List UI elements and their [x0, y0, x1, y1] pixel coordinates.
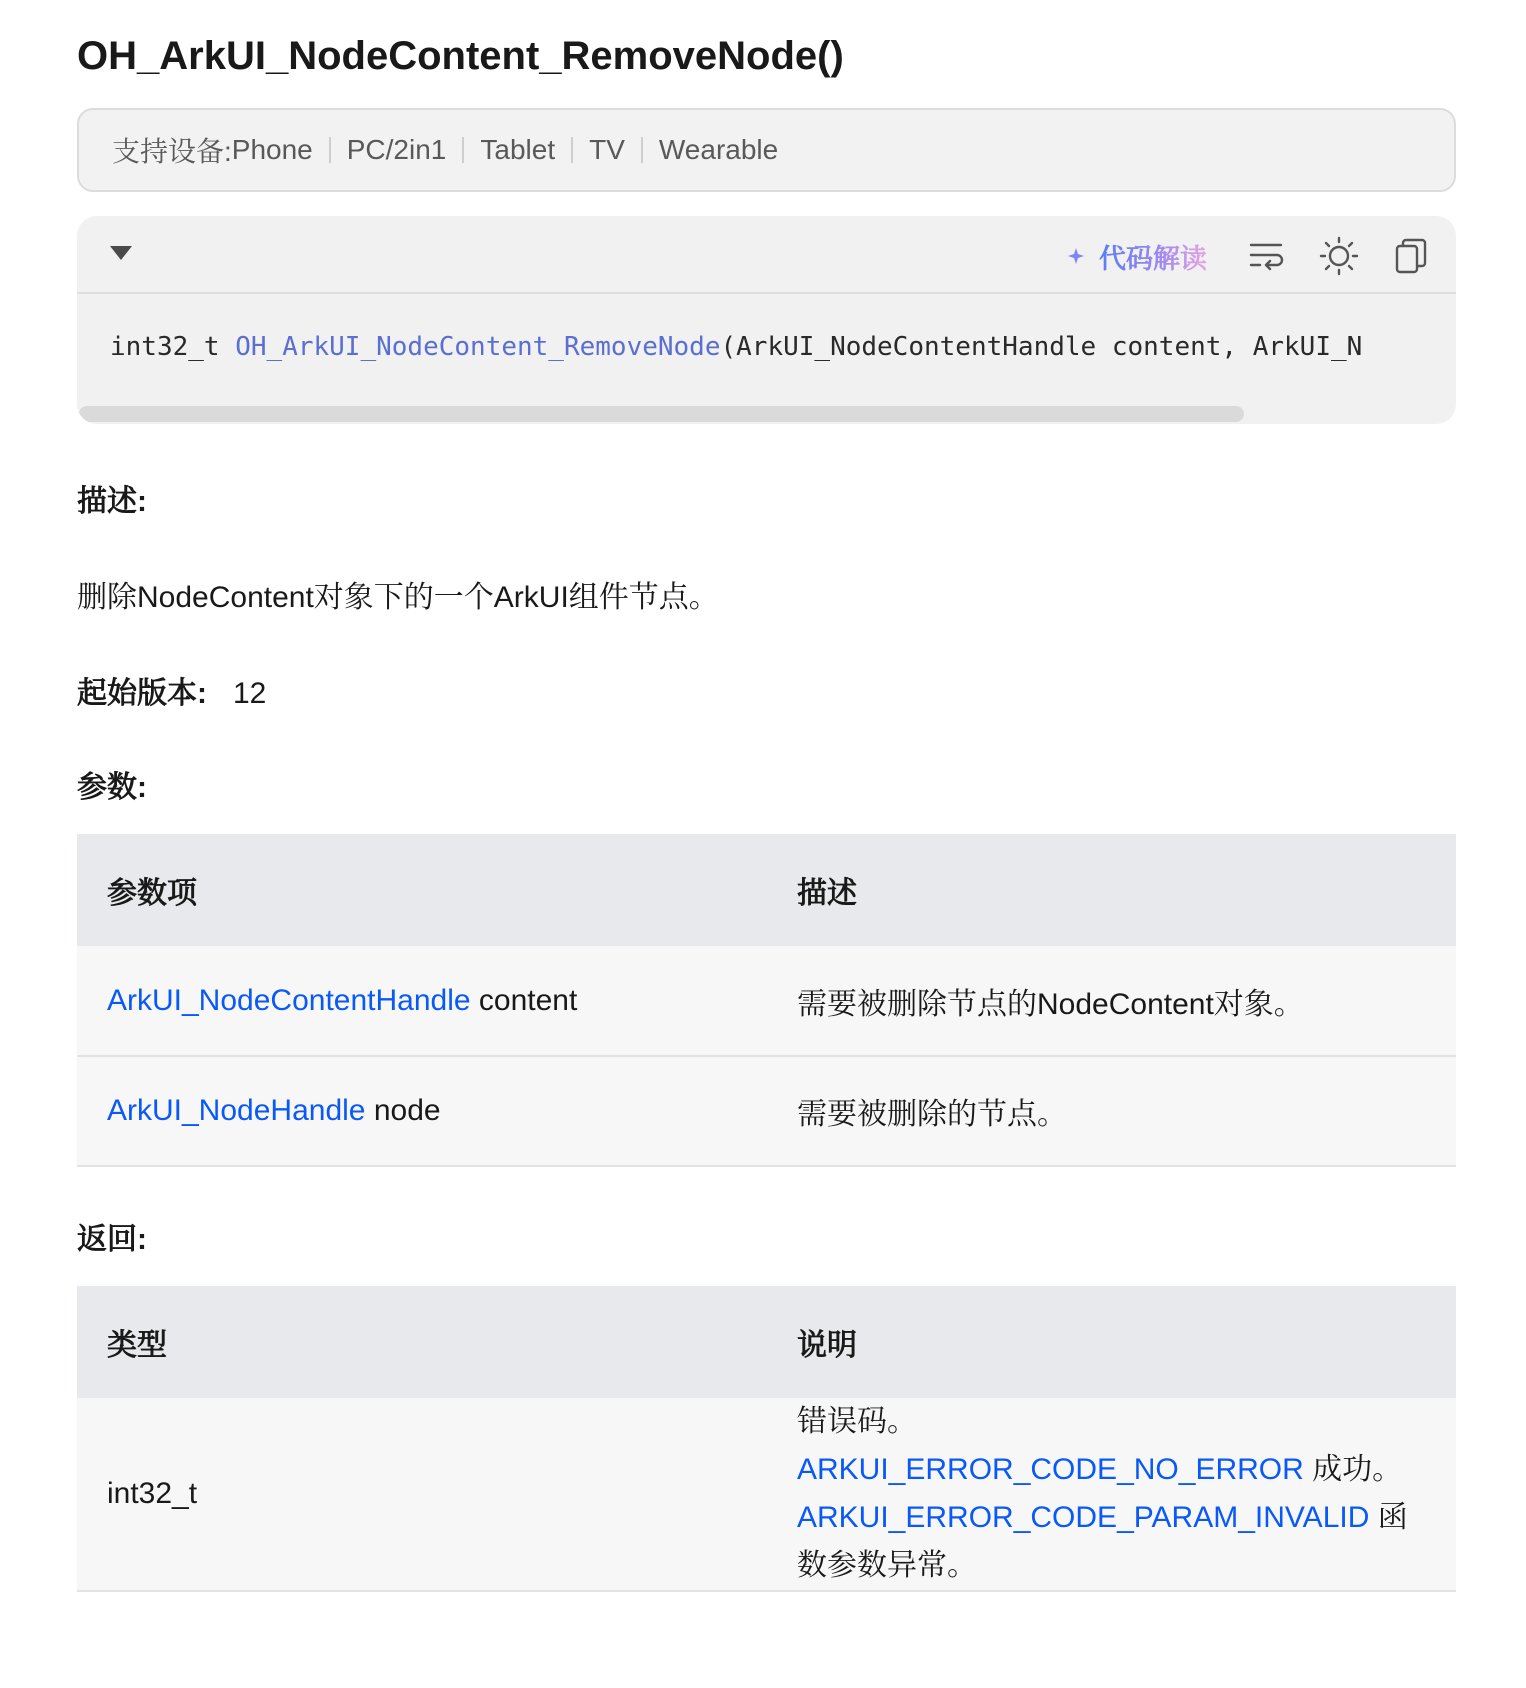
table-row	[77, 946, 1456, 1056]
description-label: 描述:	[77, 485, 147, 518]
page-title: OH_ArkUI_NodeContent_RemoveNode()	[77, 34, 844, 78]
device-tv: TV	[589, 134, 625, 165]
device-tablet: Tablet	[480, 134, 556, 165]
params-header-name: 参数项	[77, 834, 767, 946]
supported-devices-bar	[77, 108, 1456, 192]
return-code-line-3: 数参数异常。	[797, 1549, 977, 1582]
param-type-link[interactable]: ArkUI_NodeContentHandle	[107, 983, 471, 1017]
wrap-lines-icon[interactable]	[1247, 236, 1287, 276]
code-line	[110, 332, 1362, 362]
table-row	[77, 1056, 1456, 1166]
params-header-desc: 描述	[767, 834, 1456, 946]
since-row	[77, 668, 266, 712]
param-cell	[77, 946, 767, 1056]
param-cell	[77, 1056, 767, 1166]
return-code-line-2	[797, 1494, 1426, 1542]
returns-header-desc: 说明	[767, 1286, 1456, 1398]
device-separator	[641, 137, 643, 163]
param-name: node	[365, 1094, 441, 1127]
param-desc: 需要被删除节点的NodeContent对象。	[767, 946, 1456, 1056]
copy-icon[interactable]	[1391, 236, 1431, 276]
device-pc: PC/2in1	[346, 134, 447, 165]
device-phone: Phone	[231, 134, 313, 165]
device-separator	[329, 137, 331, 163]
table-header-row	[77, 1286, 1456, 1398]
code-explain-button[interactable]	[1045, 238, 1207, 274]
params-label: 参数:	[77, 771, 147, 804]
returns-header-type: 类型	[77, 1286, 767, 1398]
code-function-name: OH_ArkUI_NodeContent_RemoveNode	[235, 332, 721, 362]
return-desc-intro: 错误码。	[797, 1405, 917, 1438]
return-type: int32_t	[77, 1398, 767, 1591]
theme-sun-icon[interactable]	[1319, 236, 1359, 276]
return-code-line-1	[797, 1446, 1426, 1494]
error-code-param-invalid-link[interactable]: ARKUI_ERROR_CODE_PARAM_INVALID	[797, 1501, 1370, 1534]
code-return-type: int32_t	[110, 332, 236, 362]
code-toolbar	[77, 216, 1456, 294]
device-wearable: Wearable	[658, 134, 779, 165]
return-desc-cell	[767, 1398, 1456, 1591]
param-type-link[interactable]: ArkUI_NodeHandle	[107, 1094, 366, 1127]
description-text: 删除NodeContent对象下的一个ArkUI组件节点。	[77, 581, 719, 614]
error-code-no-error-desc: 成功。	[1303, 1453, 1403, 1486]
device-separator	[462, 137, 464, 163]
table-header-row	[77, 834, 1456, 946]
devices-prefix: 支持设备:	[112, 136, 232, 167]
horizontal-scrollbar[interactable]	[79, 406, 1244, 422]
error-code-no-error-link[interactable]: ARKUI_ERROR_CODE_NO_ERROR	[797, 1453, 1304, 1486]
ai-sparkle-icon	[1045, 242, 1085, 270]
table-row	[77, 1398, 1456, 1591]
code-args: (ArkUI_NodeContentHandle content, ArkUI_N	[720, 332, 1363, 362]
error-code-param-invalid-desc: 函	[1369, 1501, 1408, 1534]
param-desc: 需要被删除的节点。	[767, 1056, 1456, 1166]
returns-table	[77, 1286, 1456, 1592]
returns-label: 返回:	[77, 1223, 147, 1256]
since-label: 起始版本:	[77, 677, 207, 710]
device-separator	[571, 137, 573, 163]
code-explain-label: 代码解读	[1099, 237, 1207, 276]
params-table	[77, 834, 1456, 1167]
code-block	[77, 216, 1456, 424]
since-value: 12	[233, 677, 267, 710]
param-name: content	[470, 983, 578, 1017]
collapse-icon[interactable]	[110, 246, 132, 260]
